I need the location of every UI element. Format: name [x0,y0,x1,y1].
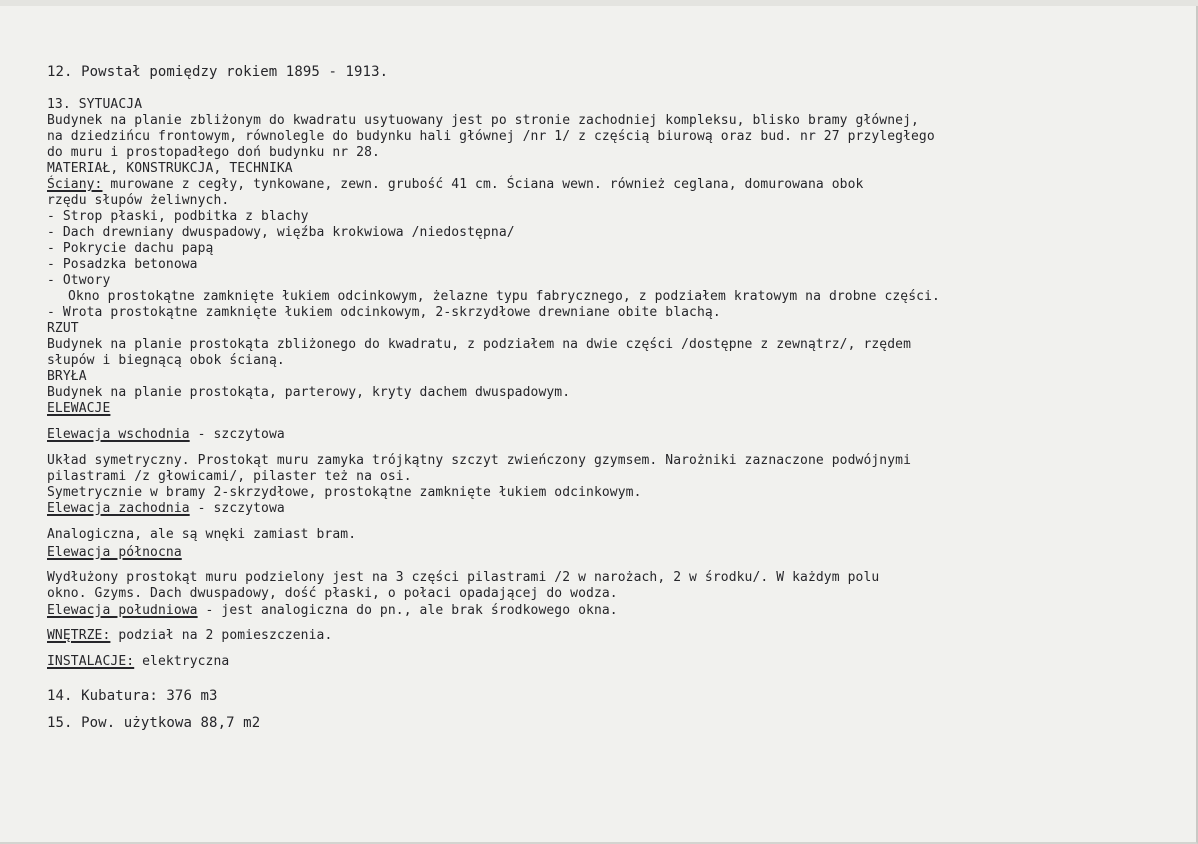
elewacja-poludniowa-heading [47,603,618,619]
item-15-powierzchnia: 15. Pow. użytkowa 88,7 m2 [47,715,261,731]
element-otwory: - Otwory [47,273,111,288]
wnetrze-label: WNĘTRZE: [47,628,111,643]
elewacja-polnocna-heading [47,545,182,561]
heading-bryla: BRYŁA [47,369,87,384]
heading-rzut: RZUT [47,321,79,336]
elewacja-wschodnia-suffix: - szczytowa [189,427,285,442]
heading-sytuacja: 13. SYTUACJA [47,97,143,112]
heading-elewacje [47,401,110,417]
elewacja-zachodnia-suffix: - szczytowa [189,501,285,516]
elewacja-polnocna-line-2: okno. Gzyms. Dach dwuspadowy, dość płaski, o połaci opadającej do wodza. [47,586,618,601]
elewacja-wschodnia-label: Elewacja wschodnia [47,427,190,442]
rzut-line-2: słupów i biegnącą obok ścianą. [47,353,285,368]
instalacje-line [47,654,229,670]
elewacja-zachodnia-text: Analogiczna, ale są wnęki zamiast bram. [47,527,357,542]
element-wrota: - Wrota prostokątne zamknięte łukiem odcinkowym, 2-skrzydłowe drewniane obite blachą. [47,305,721,320]
element-strop: - Strop płaski, podbitka z blachy [47,209,309,224]
elewacja-polnocna-line-1: Wydłużony prostokąt muru podzielony jest na 3 części pilastrami /2 w narożach, 2 w środku/. W każdym polu [47,570,880,585]
elewacja-wschodnia-heading [47,427,285,443]
elewacja-zachodnia-heading [47,501,285,517]
elewacja-wschodnia-line-3: Symetrycznie w bramy 2-skrzydłowe, prostokątne zamknięte łukiem odcinkowym. [47,485,642,500]
element-pokrycie: - Pokrycie dachu papą [47,241,214,256]
sciany-line-2: rzędu słupów żeliwnych. [47,193,230,208]
rzut-line-1: Budynek na planie prostokąta zbliżonego do kwadratu, z podziałem na dwie części /dostępne z zewnątrz/, rzędem [47,337,912,352]
sytuacja-line-2: na dziedzińcu frontowym, równolegle do budynku hali głównej /nr 1/ z częścią biurową oraz bud. nr 27 przyległego [47,129,935,144]
elewacje-label: ELEWACJE [47,401,111,416]
sytuacja-line-3: do muru i prostopadłego doń budynku nr 28. [47,145,380,160]
item-12-date: 12. Powstał pomiędzy rokiem 1895 - 1913. [47,64,389,80]
elewacja-poludniowa-suffix: - jest analogiczna do pn., ale brak środkowego okna. [197,603,618,618]
instalacje-label: INSTALACJE: [47,654,135,669]
wnetrze-line [47,628,332,644]
instalacje-text: elektryczna [134,654,230,669]
element-posadzka: - Posadzka betonowa [47,257,198,272]
sciany-label: Ściany: [47,177,103,192]
sytuacja-line-1: Budynek na planie zbliżonym do kwadratu usytuowany jest po stronie zachodniej kompleksu, blisko bramy głównej, [47,113,919,128]
elewacja-wschodnia-line-2: pilastrami /z głowicami/, pilaster też na osi. [47,469,412,484]
element-dach: - Dach drewniany dwuspadowy, więźba krokwiowa /niedostępna/ [47,225,515,240]
otwory-detail: Okno prostokątne zamknięte łukiem odcinkowym, żelazne typu fabrycznego, z podziałem kratowym na drobne części. [68,289,940,304]
sciany-line [47,177,863,193]
elewacja-wschodnia-line-1: Układ symetryczny. Prostokąt muru zamyka trójkątny szczyt zwieńczony gzymsem. Narożniki zaznaczone podwójnymi [47,453,912,468]
elewacja-poludniowa-label: Elewacja południowa [47,603,198,618]
elewacja-zachodnia-label: Elewacja zachodnia [47,501,190,516]
sciany-text: murowane z cegły, tynkowane, zewn. grubość 41 cm. Ściana wewn. również ceglana, domurowana obok [102,177,864,192]
card-top-edge [0,0,1198,6]
elewacja-polnocna-label: Elewacja północna [47,545,182,560]
wnetrze-text: podział na 2 pomieszczenia. [110,628,333,643]
heading-material: MATERIAŁ, KONSTRUKCJA, TECHNIKA [47,161,293,176]
item-14-kubatura: 14. Kubatura: 376 m3 [47,688,218,704]
bryla-text: Budynek na planie prostokąta, parterowy, kryty dachem dwuspadowym. [47,385,571,400]
